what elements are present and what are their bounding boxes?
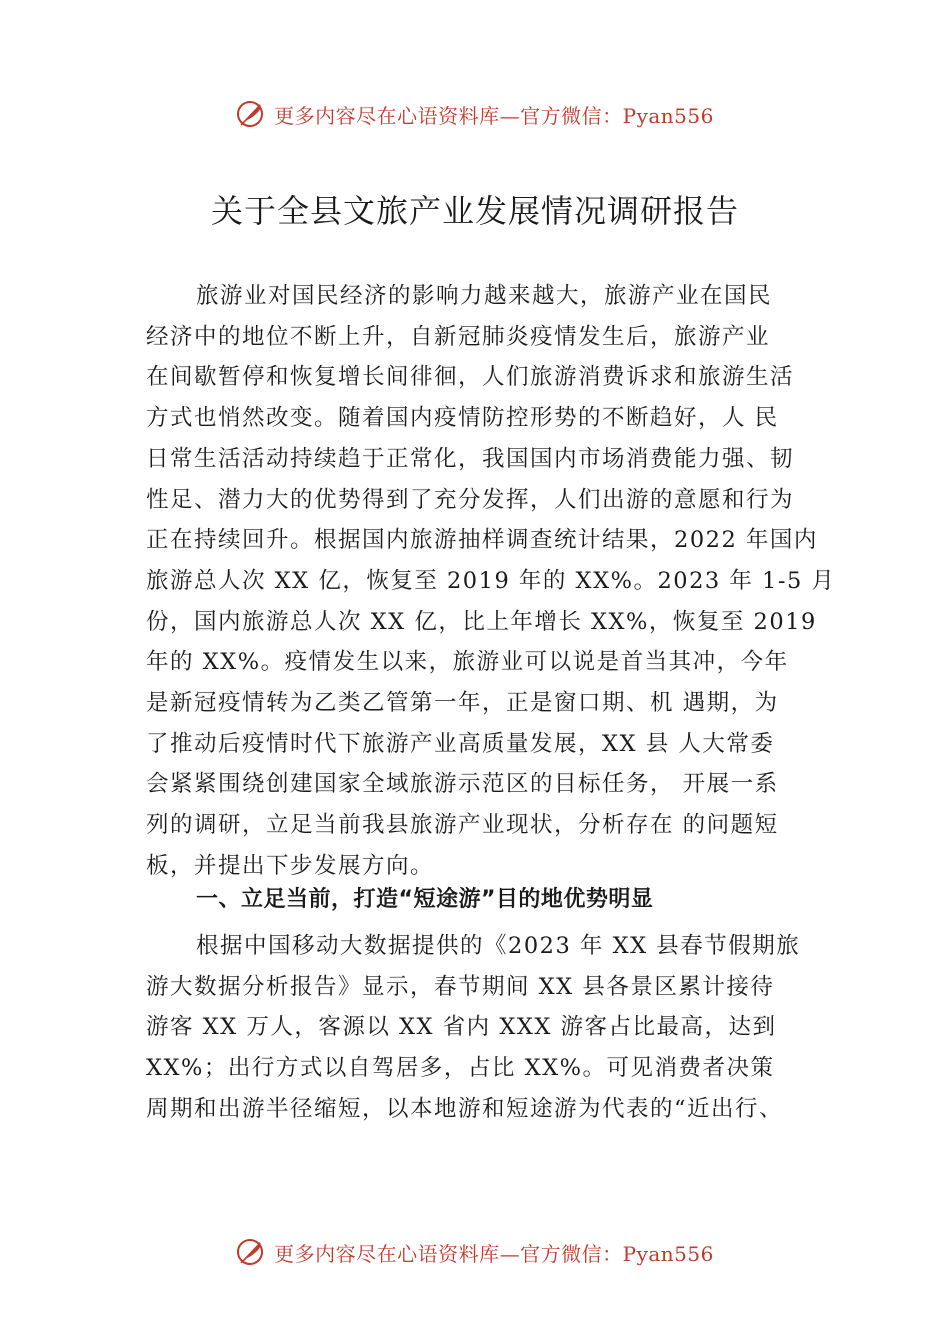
text-line: 份，国内旅游总人次 XX 亿，比上年增长 XX%，恢复至 2019 xyxy=(146,608,817,635)
text-line: 方式也悄然改变。随着国内疫情防控形势的不断趋好，人 民 xyxy=(146,405,779,432)
header-banner xyxy=(0,94,950,134)
text-line: 旅游业对国民经济的影响力越来越大，旅游产业在国民 xyxy=(196,283,773,309)
text-line: 在间歇暂停和恢复增长间徘徊，人们旅游消费诉求和旅游生活 xyxy=(146,364,795,391)
text-line: 板，并提出下步发展方向。 xyxy=(146,852,435,879)
text-line: 了推动后疫情时代下旅游产业高质量发展，XX 县 人大常委 xyxy=(146,730,775,757)
text-line: 性足、潜力大的优势得到了充分发挥，人们出游的意愿和行为 xyxy=(146,486,795,513)
text-line: 旅游总人次 XX 亿，恢复至 2019 年的 XX%。2023 年 1-5 月 xyxy=(146,567,836,594)
text-line: 是新冠疫情转为乙类乙管第一年，正是窗口期、机 遇期，为 xyxy=(146,690,779,717)
text-line: 会紧紧围绕创建国家全域旅游示范区的目标任务， 开展一系 xyxy=(146,771,779,798)
section-heading: 一、立足当前，打造“短途游”目的地优势明显 xyxy=(196,887,654,912)
text-line: 经济中的地位不断上升，自新冠肺炎疫情发生后，旅游产业 xyxy=(146,323,771,350)
paragraph-section1 xyxy=(146,926,836,1130)
feather-quill-logo-icon xyxy=(236,99,266,129)
text-line: 游大数据分析报告》显示，春节期间 XX 县各景区累计接待 xyxy=(146,973,775,1000)
text-line: 正在持续回升。根据国内旅游抽样调查统计结果，2022 年国内 xyxy=(146,527,818,554)
banner-text: 更多内容尽在心语资料库—官方微信：Pyan556 xyxy=(274,103,714,128)
feather-quill-logo-icon xyxy=(236,1237,266,1267)
text-line: 列的调研，立足当前我县旅游产业现状，分析存在 的问题短 xyxy=(146,812,779,839)
text-line: 周期和出游半径缩短，以本地游和短途游为代表的“近出行、 xyxy=(146,1095,784,1122)
document-title: 关于全县文旅产业发展情况调研报告 xyxy=(210,192,739,230)
text-line: 日常生活活动持续趋于正常化，我国国内市场消费能力强、韧 xyxy=(146,445,795,472)
text-line: XX%；出行方式以自驾居多，占比 XX%。可见消费者决策 xyxy=(146,1055,775,1082)
text-line: 游客 XX 万人，客源以 XX 省内 XXX 游客占比最高，达到 xyxy=(146,1014,777,1041)
footer-banner xyxy=(0,1232,950,1272)
text-line: 根据中国移动大数据提供的《2023 年 XX 县春节假期旅 xyxy=(196,933,801,959)
text-line: 年的 XX%。疫情发生以来，旅游业可以说是首当其冲，今年 xyxy=(146,649,789,676)
banner-text: 更多内容尽在心语资料库—官方微信：Pyan556 xyxy=(274,1241,714,1266)
paragraph-intro xyxy=(146,276,836,887)
